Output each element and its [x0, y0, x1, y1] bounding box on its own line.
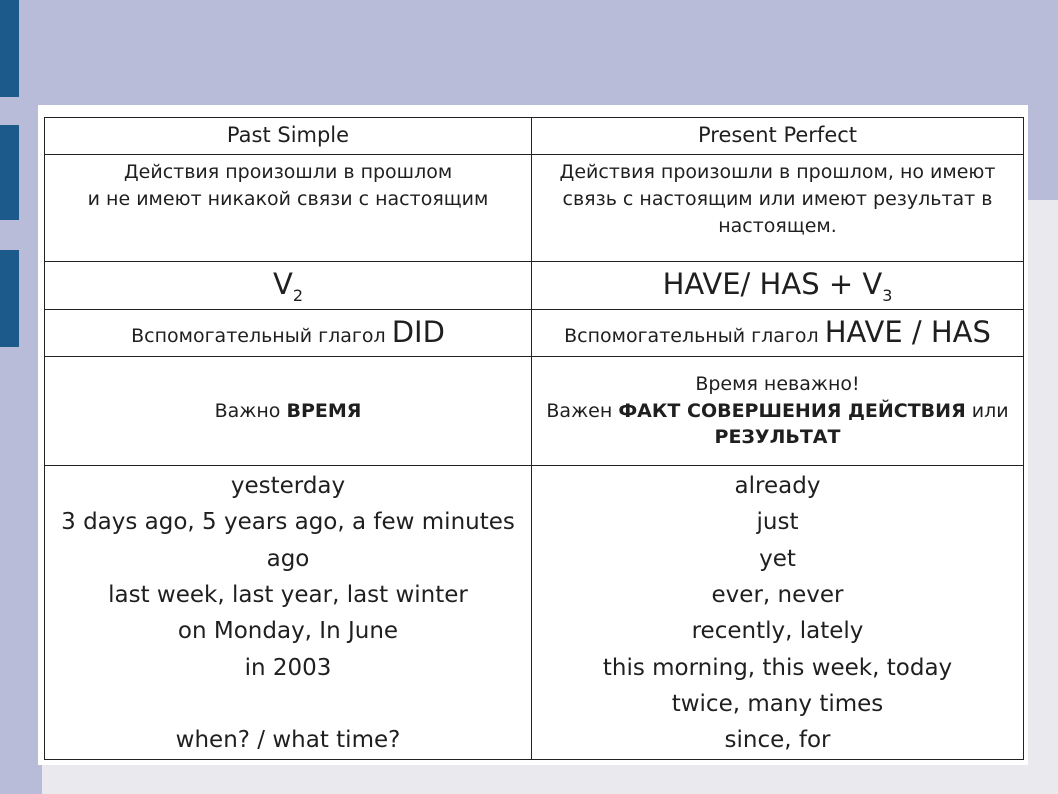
description-line: связь с настоящим или имеют результат в [562, 187, 993, 210]
accent-bar-1 [0, 0, 19, 97]
importance-label: Важен [546, 399, 619, 422]
time-marker: 3 days ago, 5 years ago, a few minutes ago [61, 509, 515, 572]
form-present-perfect [532, 262, 1024, 310]
description-line: настоящем. [718, 214, 837, 237]
time-marker: last week, last year, last winter [108, 581, 468, 608]
importance-past-simple [45, 357, 532, 466]
importance-emphasis: ФАКТ СОВЕРШЕНИЯ ДЕЙСТВИЯ [618, 399, 966, 422]
auxiliary-present-perfect [532, 310, 1024, 357]
time-marker: since, for [724, 727, 831, 754]
background-band-right [1026, 200, 1058, 794]
description-line: Действия произошли в прошлом [123, 161, 453, 183]
auxiliary-label: Вспомогательный глагол [564, 325, 825, 348]
importance-suffix: или [965, 399, 1009, 422]
form-text: V [272, 266, 293, 301]
description-line: Действия произошли в прошлом, но имеют [559, 161, 996, 183]
time-question: when? / what time? [175, 726, 401, 753]
time-marker: in 2003 [244, 654, 332, 681]
importance-line-1: Время неважно! [695, 372, 860, 395]
accent-bar-3 [0, 250, 19, 347]
time-marker: twice, many times [671, 690, 884, 717]
form-text: HAVE/ HAS + V [662, 266, 883, 301]
importance-emphasis: РЕЗУЛЬТАТ [714, 426, 841, 449]
auxiliary-past-simple [45, 310, 532, 357]
header-row [45, 118, 1024, 155]
time-markers-present-perfect [532, 466, 1024, 760]
importance-present-perfect [532, 357, 1024, 466]
time-marker: just [756, 509, 799, 536]
time-marker: ever, never [711, 581, 844, 608]
time-marker: on Monday, In June [177, 618, 399, 645]
importance-row [45, 357, 1024, 466]
comparison-table [44, 117, 1024, 760]
description-past-simple [45, 155, 532, 262]
importance-line-2 [538, 398, 1017, 425]
background-band-left [0, 0, 42, 794]
header-present-perfect: Present Perfect [532, 118, 1024, 155]
form-subscript: 3 [882, 285, 893, 305]
form-past-simple [45, 262, 532, 310]
time-marker: recently, lately [691, 618, 864, 645]
auxiliary-label: Вспомогательный глагол [131, 325, 392, 348]
header-past-simple: Past Simple [45, 118, 532, 155]
time-markers-row [45, 466, 1024, 760]
form-subscript: 2 [292, 285, 304, 305]
importance-line-3 [538, 424, 1017, 451]
description-row [45, 155, 1024, 262]
time-marker: already [734, 473, 821, 499]
importance-label: Важно [214, 399, 287, 422]
auxiliary-row [45, 310, 1024, 357]
time-marker: yet [759, 545, 796, 572]
accent-bar-2 [0, 125, 19, 220]
description-present-perfect [532, 155, 1024, 262]
importance-emphasis: ВРЕМЯ [286, 399, 362, 422]
time-marker: this morning, this week, today [602, 654, 953, 681]
form-row [45, 262, 1024, 310]
description-line: и не имеют никакой связи с настоящим [87, 187, 489, 210]
auxiliary-verb: DID [391, 315, 445, 350]
time-markers-past-simple [45, 466, 532, 760]
spacer [51, 686, 525, 722]
background-band-bottom [42, 762, 1058, 794]
auxiliary-verb: HAVE / HAS [824, 315, 991, 350]
time-marker: yesterday [230, 473, 346, 499]
